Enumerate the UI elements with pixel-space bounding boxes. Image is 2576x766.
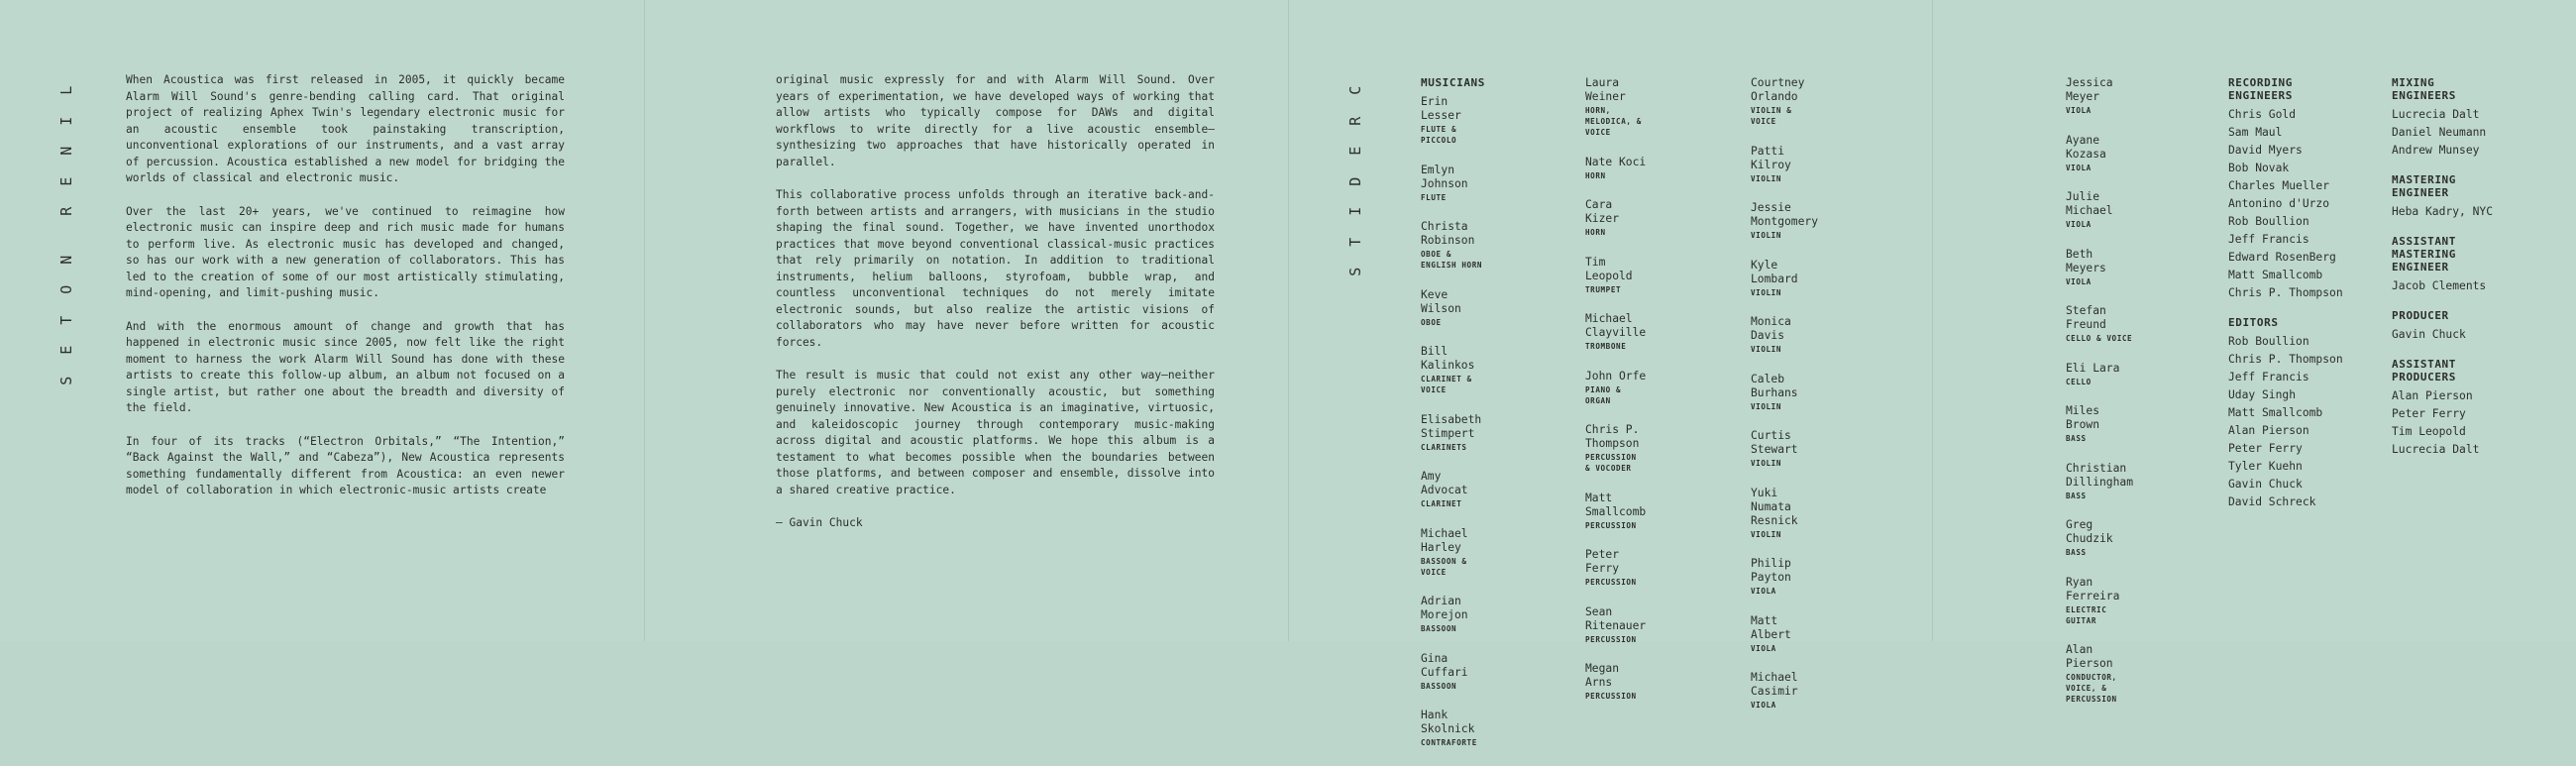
musician-role: BASS (2066, 491, 2087, 500)
musician-role: PERCUSSION (1585, 520, 1637, 530)
musician-name: Beth Meyers (2066, 247, 2106, 274)
musician-entry (1585, 156, 1646, 181)
musician-entry (1751, 373, 1818, 412)
musician-entry (1751, 315, 1818, 355)
credit-name: Lucrecia Dalt (2392, 108, 2480, 121)
mixing-engineers-heading: MIXING ENGINEERS (2392, 76, 2457, 102)
title-letter: D (1345, 176, 1364, 186)
musician-name: Gina Cuffari (1421, 651, 1468, 679)
recording-engineers-group (2228, 76, 2377, 302)
musician-role: HORN (1585, 228, 1606, 237)
musician-entry (1421, 220, 1485, 271)
mixing-producing-column (2392, 76, 2540, 473)
assistant-mastering-group (2392, 235, 2540, 295)
musician-role: FLUTE & PICCOLO (1421, 125, 1457, 145)
musician-entry (1421, 345, 1485, 395)
musician-name: Bill Kalinkos (1421, 345, 1475, 372)
musician-name: John Orfe (1585, 369, 1647, 383)
credit-name: Jacob Clements (2392, 279, 2487, 292)
musician-name: Yuki Numata Resnick (1751, 486, 1798, 527)
musician-role: HORN (1585, 170, 1606, 180)
title-letter: N (56, 146, 75, 156)
credit-name: Rob Boullion (2228, 215, 2309, 228)
musician-role: FLUTE (1421, 192, 1447, 202)
credit-name: Bob Novak (2228, 162, 2290, 174)
editors-group (2228, 316, 2377, 511)
musician-name: Erin Lesser (1421, 95, 1461, 122)
musician-role: PERCUSSION (1585, 578, 1637, 587)
credits-panel-right (1932, 0, 2576, 704)
musician-role: VIOLIN & VOICE (1751, 106, 1792, 126)
musician-name: Michael Casimir (1751, 671, 1798, 698)
musician-name: Julie Michael (2066, 190, 2113, 217)
musician-entry (2066, 643, 2133, 705)
musician-entry (1585, 423, 1646, 474)
musician-name: Sean Ritenauer (1585, 604, 1647, 632)
musician-entry (2066, 462, 2133, 501)
liner-paragraph: And with the enormous amount of change and growth that has happened in electronic music since 2005, now felt like the right moment to harness the work Alarm Will Sound has done with these artists to create this follow-up album, an album not focused on a single artist, but rather one about the breadth and diversity of the field. (126, 319, 565, 414)
musician-name: Peter Ferry (1585, 548, 1620, 575)
musician-entry (1585, 492, 1646, 531)
musician-entry (1751, 429, 1818, 469)
musician-name: Chris P. Thompson (1585, 423, 1640, 450)
musician-role: PIANO & ORGAN (1585, 384, 1622, 405)
musician-role: VIOLIN (1751, 173, 1782, 183)
musician-name: Greg Chudzik (2066, 518, 2113, 545)
credit-name: Jeff Francis (2228, 233, 2309, 246)
musician-role: CLARINET (1421, 499, 1462, 508)
liner-notes-vertical-title (56, 75, 76, 395)
musician-entry (1421, 164, 1485, 203)
engineers-editors-column (2228, 76, 2377, 525)
musician-name: Keve Wilson (1421, 287, 1461, 315)
musicians-column-4 (2066, 76, 2133, 722)
credit-name: Lucrecia Dalt (2392, 443, 2480, 456)
musician-role: VIOLIN (1751, 345, 1782, 354)
musician-name: Curtis Stewart (1751, 429, 1798, 456)
musician-name: Alan Pierson (2066, 643, 2113, 670)
credit-name: Uday Singh (2228, 388, 2297, 401)
musician-entry (2066, 404, 2133, 444)
credit-name: Peter Ferry (2228, 442, 2303, 455)
musician-name: Christa Robinson (1421, 220, 1475, 247)
musician-entry (2066, 518, 2133, 558)
liner-paragraph: When Acoustica was first released in 2005, it quickly became Alarm Will Sound's genre-bending calling card. That original project of realizing Aphex Twin's legendary electronic music for an acoustic ensemble took painstaking transcription, unconventional explorations of our instruments, and a vast array of percussion. Acoustica established a new model for bridging the worlds of classical and electronic music. (126, 73, 565, 184)
credit-name: Tyler Kuehn (2228, 460, 2303, 473)
liner-notes-column-left (126, 72, 565, 516)
musician-role: VIOLIN (1751, 287, 1782, 297)
musician-role: BASSOON & VOICE (1421, 556, 1467, 577)
musician-entry (1585, 256, 1646, 295)
musician-name: Courtney Orlando (1751, 76, 1805, 103)
musician-entry (2066, 190, 2133, 230)
musician-entry (2066, 362, 2133, 387)
credit-name: Matt Smallcomb (2228, 406, 2323, 419)
musician-role: VIOLA (2066, 163, 2092, 172)
credit-name: Chris P. Thompson (2228, 353, 2343, 366)
musician-entry (1585, 312, 1646, 352)
musician-name: Christian Dillingham (2066, 461, 2134, 489)
musician-role: VIOLA (2066, 276, 2092, 286)
title-letter: N (56, 255, 75, 265)
credit-name: Matt Smallcomb (2228, 269, 2323, 281)
musician-entry (1421, 95, 1485, 146)
musician-role: VIOLA (2066, 220, 2092, 229)
credit-name: Andrew Munsey (2392, 144, 2480, 157)
liner-notes-panel-right (644, 0, 1288, 641)
title-letter: S (56, 376, 75, 385)
title-letter: T (1345, 237, 1364, 247)
musician-name: Matt Smallcomb (1585, 491, 1647, 518)
musician-entry (2066, 248, 2133, 287)
liner-paragraph: The result is music that could not exist any other way—neither purely electronic nor conventionally acoustic, but something genuinely innovative. New Acoustica is an imaginative, virtuosic, and kaleidoscopic journey through contemporary music-making across digital and acoustic platforms. We hope this album is a testament to what becomes possible when the boundaries between those platforms, and between composer and ensemble, dissolve into a shared creative practice. (776, 369, 1215, 496)
assistant-producers-heading: ASSISTANT PRODUCERS (2392, 358, 2457, 383)
musician-name: Philip Payton (1751, 557, 1791, 584)
musician-entry (1751, 259, 1818, 298)
musician-name: Michael Harley (1421, 526, 1468, 554)
musician-role: BASS (2066, 434, 2087, 443)
credit-name: Tim Leopold (2392, 425, 2466, 438)
musician-entry (1751, 145, 1818, 184)
musician-entry (1751, 76, 1818, 127)
credits-panel-left (1288, 0, 1932, 747)
musician-name: Caleb Burhans (1751, 372, 1798, 399)
title-letter: L (56, 85, 75, 95)
assistant-producers-group (2392, 358, 2540, 459)
musician-entry (2066, 576, 2133, 626)
musician-role: TROMBONE (1585, 342, 1627, 351)
musician-role: CELLO & VOICE (2066, 334, 2133, 343)
musician-role: VIOLIN (1751, 401, 1782, 411)
musician-role: VIOLA (1751, 587, 1776, 596)
musician-role: TRUMPET (1585, 284, 1622, 294)
credit-name: Charles Mueller (2228, 179, 2330, 192)
credit-name: Peter Ferry (2392, 407, 2466, 420)
title-letter: C (1345, 85, 1364, 95)
musicians-column-1 (1421, 76, 1485, 766)
title-letter: I (1345, 206, 1364, 216)
musician-entry (1585, 198, 1646, 238)
musician-name: Cara Kizer (1585, 198, 1620, 225)
title-letter: R (56, 206, 75, 216)
musician-name: Nate Koci (1585, 155, 1647, 168)
musician-name: Elisabeth Stimpert (1421, 412, 1482, 440)
credit-name: David Myers (2228, 144, 2303, 157)
liner-notes-column-right (776, 72, 1215, 549)
musician-entry (1751, 201, 1818, 241)
musician-role: VIOLIN (1751, 459, 1782, 468)
musician-entry (1421, 288, 1485, 328)
musician-entry (1421, 652, 1485, 692)
musician-role: VIOLA (1751, 701, 1776, 710)
credit-name: Chris Gold (2228, 108, 2297, 121)
musician-role: VIOLA (1751, 643, 1776, 653)
musician-name: Tim Leopold (1585, 255, 1633, 282)
liner-paragraph: Over the last 20+ years, we've continued to reimagine how electronic music can inspire deep and rich music made for humans to perform live. As electronic music has developed and changed, so has our work with a new generation of collaborators. This has led to the creation of some of our most artistically stimulating, mind-opening, and limit-pushing music. (126, 204, 565, 299)
mastering-engineer-group (2392, 173, 2540, 221)
musician-name: Miles Brown (2066, 404, 2100, 431)
musician-entry (1421, 709, 1485, 748)
musician-name: Ayane Kozasa (2066, 133, 2106, 161)
credit-name: Gavin Chuck (2392, 328, 2466, 341)
liner-paragraph: In four of its tracks (“Electron Orbitals,” “The Intention,” “Back Against the Wall,” and “Cabeza”), New Acoustica represents something fundamentally different from Acoustica: an even newer model of collaboration in which electronic-music artists create (126, 434, 565, 496)
musician-entry (1421, 527, 1485, 578)
musician-name: Hank Skolnick (1421, 709, 1475, 735)
musician-entry (1585, 662, 1646, 702)
mixing-engineers-group (2392, 76, 2540, 160)
title-letter: T (56, 315, 75, 325)
musician-role: VIOLIN (1751, 231, 1782, 240)
musician-role: ELECTRIC GUITAR (2066, 604, 2107, 625)
musician-role: BASSOON (1421, 624, 1457, 633)
musician-name: Kyle Lombard (1751, 258, 1798, 285)
musician-role: CLARINET & VOICE (1421, 375, 1472, 394)
liner-signature: — Gavin Chuck (776, 516, 863, 529)
musician-name: Eli Lara (2066, 361, 2120, 375)
musician-name: Jessica Meyer (2066, 76, 2113, 103)
musician-role: CLARINETS (1421, 442, 1467, 452)
musician-entry (1421, 595, 1485, 634)
title-letter: I (56, 116, 75, 126)
credit-name: Alan Pierson (2228, 424, 2309, 437)
musicians-column-2 (1585, 76, 1646, 719)
musician-entry (1585, 370, 1646, 406)
musician-role: OBOE (1421, 317, 1442, 327)
musician-role: OBOE & ENGLISH HORN (1421, 250, 1483, 270)
musician-name: Patti Kilroy (1751, 144, 1791, 171)
musician-name: Michael Clayville (1585, 312, 1647, 339)
producer-group (2392, 309, 2540, 344)
assistant-mastering-heading: ASSISTANT MASTERING ENGINEER (2392, 235, 2457, 274)
title-letter: O (56, 284, 75, 294)
musician-entry (1585, 76, 1646, 138)
liner-paragraph: original music expressly for and with Alarm Will Sound. Over years of experimentation, we have developed ways of working that allow artists who typically compose for DAWs and digital workflows to write directly for a live acoustic ensemble—synthesizing two approaches that have historically operated in parallel. (776, 73, 1215, 168)
musician-name: Emlyn Johnson (1421, 163, 1468, 190)
musician-name: Stefan Freund (2066, 304, 2106, 331)
title-letter: E (56, 345, 75, 355)
title-letter: E (1345, 146, 1364, 156)
musician-entry (1751, 671, 1818, 711)
musician-entry (1751, 487, 1818, 540)
musician-entry (1751, 614, 1818, 654)
recording-engineers-heading: RECORDING ENGINEERS (2228, 76, 2294, 102)
producer-heading: PRODUCER (2392, 309, 2449, 322)
musician-role: CONTRAFORTE (1421, 738, 1477, 747)
musician-name: Matt Albert (1751, 613, 1791, 641)
musicians-heading: MUSICIANS (1421, 76, 1486, 89)
credit-name: Rob Boullion (2228, 335, 2309, 348)
musician-name: Jessie Montgomery (1751, 201, 1819, 228)
musician-entry (1421, 470, 1485, 509)
musician-entry (2066, 76, 2133, 116)
musician-name: Megan Arns (1585, 662, 1620, 689)
credit-name: Heba Kadry, NYC (2392, 205, 2494, 218)
editors-heading: EDITORS (2228, 316, 2279, 329)
credit-name: Antonino d'Urzo (2228, 197, 2330, 210)
credit-name: David Schreck (2228, 495, 2316, 508)
credit-name: Jeff Francis (2228, 371, 2309, 383)
title-letter: S (1345, 267, 1364, 276)
title-letter: R (1345, 116, 1364, 126)
mastering-engineer-heading: MASTERING ENGINEER (2392, 173, 2457, 199)
credits-vertical-title (1345, 75, 1365, 287)
credit-name: Daniel Neumann (2392, 126, 2487, 139)
title-letter: E (56, 176, 75, 186)
musician-role: PERCUSSION (1585, 634, 1637, 644)
musician-name: Monica Davis (1751, 315, 1791, 342)
liner-notes-panel-left (0, 0, 644, 641)
musician-name: Ryan Ferreira (2066, 575, 2120, 602)
credit-name: Edward RosenBerg (2228, 251, 2336, 264)
musician-name: Laura Weiner (1585, 76, 1626, 103)
musician-entry (2066, 304, 2133, 344)
musician-role: HORN, MELODICA, & VOICE (1585, 106, 1642, 137)
musician-name: Amy Advocat (1421, 470, 1468, 496)
musician-name: Adrian Morejon (1421, 595, 1468, 621)
musician-role: VIOLA (2066, 106, 2092, 115)
musician-entry (1585, 548, 1646, 588)
musician-role: BASSOON (1421, 681, 1457, 691)
credit-name: Chris P. Thompson (2228, 286, 2343, 299)
musician-role: CELLO (2066, 377, 2092, 386)
credit-name: Gavin Chuck (2228, 478, 2303, 491)
musicians-column-3 (1751, 76, 1818, 728)
credit-name: Sam Maul (2228, 126, 2283, 139)
liner-paragraph: This collaborative process unfolds through an iterative back-and-forth between artists and arrangers, with musicians in the studio shaping the final sound. Together, we have invented unorthodox practices that move beyond conventional classical-music practices that rely primarily on notation. In addition to traditional instruments, helium balloons, styrofoam, bubble wrap, and countless unconventional techniques do not merely imitate electronic sounds, but also realize the artistic visions of collaborators who may have never before written for acoustic forces. (776, 188, 1215, 349)
musician-entry (1751, 557, 1818, 597)
musician-role: CONDUCTOR, VOICE, & PERCUSSION (2066, 673, 2117, 704)
musician-entry (1421, 413, 1485, 453)
musician-role: BASS (2066, 548, 2087, 557)
musician-role: VIOLIN (1751, 529, 1782, 539)
musician-role: PERCUSSION (1585, 692, 1637, 701)
musician-entry (2066, 134, 2133, 173)
credit-name: Alan Pierson (2392, 389, 2473, 402)
musician-role: PERCUSSION & VOCODER (1585, 453, 1637, 473)
musician-entry (1585, 605, 1646, 645)
title-letter (57, 226, 75, 246)
